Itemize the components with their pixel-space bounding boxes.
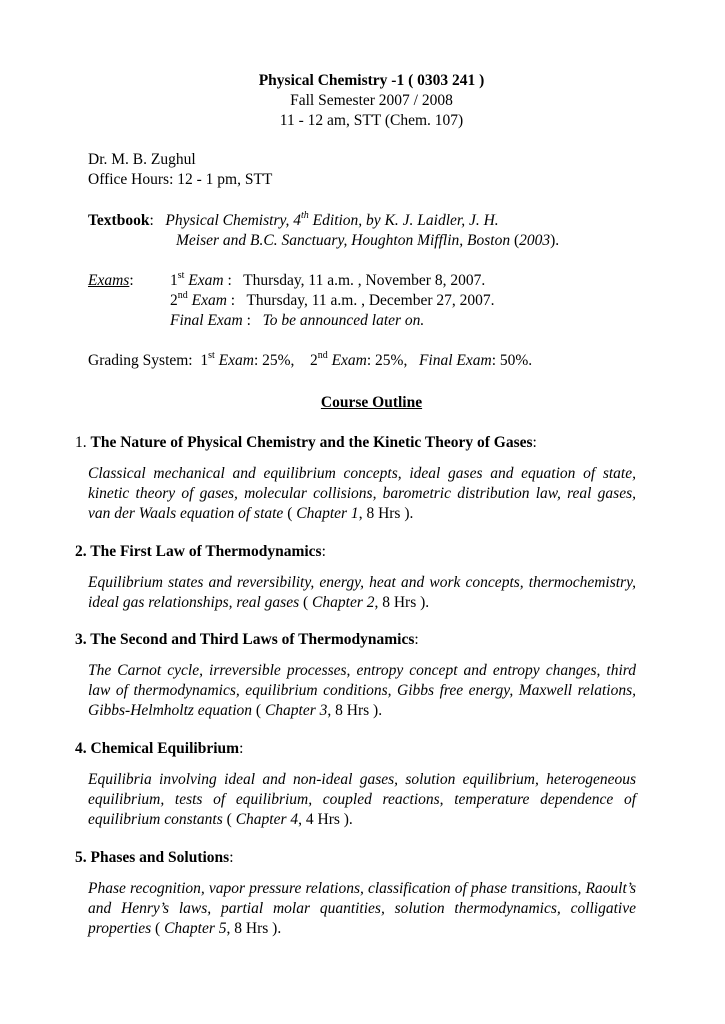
- grading-exam1-sup: st: [208, 349, 215, 361]
- exam-2-date: Thursday, 11 a.m. , December 27, 2007.: [246, 292, 495, 309]
- course-outline-title: Course Outline: [320, 394, 423, 411]
- grading-label: Grading System:: [88, 352, 201, 369]
- section-3-body: The Carnot cycle, irreversible processes, entropy concept and entropy changes, third law of thermodynamics, equilibrium conditions, Gibbs free energy, Maxwell relations, Gibbs-Helmholtz equation: [88, 662, 636, 719]
- section-4-body: Equilibria involving ideal and non-ideal gases, solution equilibrium, heterogeneous equilibrium, tests of equilibrium, coupled reactions, temperature dependence of equilibrium constants: [88, 771, 636, 828]
- exam-1-date: Thursday, 11 a.m. , November 8, 2007.: [243, 272, 486, 289]
- exam-1-name: Exam: [184, 272, 224, 289]
- grading-final-value: : 50%.: [491, 352, 533, 369]
- exam-row-1: Exams: 1st Exam : Thursday, 11 a.m. , November 8, 2007.: [88, 269, 486, 289]
- section-1-chapter: Chapter 1: [296, 505, 359, 522]
- section-2-heading: [75, 542, 326, 562]
- grading-exam1-value: : 25%,: [253, 352, 310, 369]
- section-2-number: 2.: [75, 543, 91, 560]
- grading-system: [88, 351, 532, 371]
- exam-2-sup: nd: [177, 289, 188, 301]
- section-3-chapter: Chapter 3: [264, 702, 328, 719]
- section-4-number: 4.: [75, 740, 91, 757]
- section-4-title: Chemical Equilibrium: [90, 740, 240, 757]
- grading-final-name: Final Exam: [418, 352, 492, 369]
- section-1-colon: :: [532, 434, 537, 451]
- section-3-title: The Second and Third Laws of Thermodynamics: [90, 631, 415, 648]
- section-2-chapter: Chapter 2: [312, 594, 375, 611]
- section-3-hours: , 8 Hrs ).: [327, 702, 383, 719]
- section-2-body: Equilibrium states and reversibility, energy, heat and work concepts, thermochemistry, ideal gas relationships, real gases: [88, 574, 636, 611]
- exams-block: [88, 271, 495, 331]
- section-2-title: The First Law of Thermodynamics: [90, 543, 322, 560]
- section-2-description: Equilibrium states and reversibility, energy, heat and work concepts, thermochemistry, ideal gas relationships, real gases ( Chapter 2, 8 Hrs ).: [88, 574, 636, 611]
- final-exam-note: To be announced later on.: [262, 312, 425, 329]
- exam-1-sup: st: [177, 269, 185, 281]
- textbook-title-part1: Physical Chemistry, 4: [165, 212, 302, 229]
- section-5-chapter: Chapter 5: [164, 920, 227, 937]
- section-1-hours: , 8 Hrs ).: [358, 505, 414, 522]
- exam-1-sep: :: [223, 272, 244, 289]
- exam-2-sep: :: [226, 292, 247, 309]
- exam-2-name: Exam: [187, 292, 227, 309]
- grading-exam1-name: Exam: [214, 352, 254, 369]
- section-5-title: Phases and Solutions: [90, 849, 230, 866]
- section-5-number: 5.: [75, 849, 91, 866]
- section-2-hours: , 8 Hrs ).: [374, 594, 430, 611]
- course-title: Physical Chemistry -1 ( 0303 241 ): [258, 72, 485, 89]
- exam-2-number: 2: [170, 292, 178, 309]
- grading-exam2-sup: nd: [317, 349, 328, 361]
- textbook-edition-sup: th: [301, 209, 309, 221]
- grading-exam2-num: 2: [309, 352, 318, 369]
- section-3-description: The Carnot cycle, irreversible processes, entropy concept and entropy changes, third law of thermodynamics, equilibrium conditions, Gibbs free energy, Maxwell relations, Gibbs-Helmholtz equation ( Chapter 3, 8 Hrs ).: [88, 662, 636, 719]
- section-2-colon: :: [321, 543, 326, 560]
- section-5-description: Phase recognition, vapor pressure relations, classification of phase transitions, Raoult’s and Henry’s laws, partial molar quantities, solution thermodynamics, colligative properties ( Chapter 5, 8 Hrs ).: [88, 880, 636, 937]
- textbook-authors-publisher: Meiser and B.C. Sanctuary, Houghton Mifflin, Boston: [176, 232, 511, 249]
- grading-exam1-num: 1: [200, 352, 209, 369]
- section-1-description: Classical mechanical and equilibrium concepts, ideal gases and equation of state, kinetic theory of gases, molecular collisions, barometric distribution law, real gases, van der Waals equation of state ( Chapter 1, 8 Hrs ).: [88, 465, 636, 522]
- section-4-description: Equilibria involving ideal and non-ideal gases, solution equilibrium, heterogeneous equilibrium, tests of equilibrium, coupled reactions, temperature dependence of equilibrium constants ( Chapter 4, 4 Hrs ).: [88, 771, 636, 828]
- section-5-heading: [75, 848, 234, 868]
- final-exam-sep: :: [242, 312, 263, 329]
- textbook-paren-close: ).: [550, 232, 560, 249]
- section-3-heading: [75, 630, 419, 650]
- section-1-title: The Nature of Physical Chemistry and the Kinetic Theory of Gases: [90, 434, 533, 451]
- section-3-number: 3.: [75, 631, 91, 648]
- section-4-hours: , 4 Hrs ).: [298, 811, 353, 828]
- final-exam-name: Final Exam: [170, 312, 243, 329]
- office-hours: Office Hours: 12 - 1 pm, STT: [88, 171, 273, 188]
- textbook-label: Textbook: [88, 212, 150, 229]
- section-5-hours: , 8 Hrs ).: [226, 920, 282, 937]
- instructor-block: [88, 150, 272, 190]
- semester-line: Fall Semester 2007 / 2008: [290, 92, 453, 109]
- section-1-body: Classical mechanical and equilibrium concepts, ideal gases and equation of state, kinetic theory of gases, molecular collisions, barometric distribution law, real gases, van der Waals equation of state: [88, 465, 636, 522]
- exam-row-2: [88, 291, 495, 311]
- textbook-year: 2003: [519, 232, 551, 249]
- textbook-title-part2: Edition, by K. J. Laidler, J. H.: [308, 212, 499, 229]
- grading-exam2-value: : 25%,: [366, 352, 419, 369]
- course-header: [0, 71, 725, 131]
- exam-row-final: [88, 311, 495, 331]
- grading-exam2-name: Exam: [327, 352, 367, 369]
- section-1-number: 1.: [75, 434, 91, 451]
- section-5-colon: :: [229, 849, 234, 866]
- section-4-colon: :: [239, 740, 244, 757]
- section-3-colon: :: [414, 631, 419, 648]
- exam-1-number: 1: [170, 272, 178, 289]
- time-place-line: 11 - 12 am, STT (Chem. 107): [279, 112, 464, 129]
- section-5-body: Phase recognition, vapor pressure relations, classification of phase transitions, Raoult’s and Henry’s laws, partial molar quantities, solution thermodynamics, colligative properties: [88, 880, 636, 937]
- instructor-name: Dr. M. B. Zughul: [88, 151, 196, 168]
- textbook-block: Textbook: Physical Chemistry, 4th Edition, by K. J. Laidler, J. H. Meiser and B.C. Sanctuary, Houghton Mifflin, Boston (2003).: [88, 209, 560, 249]
- section-4-chapter: Chapter 4: [235, 811, 299, 828]
- section-4-heading: [75, 739, 243, 759]
- textbook-paren-open: (: [510, 232, 520, 249]
- section-1-heading: [75, 433, 537, 453]
- exams-label: Exams: [88, 272, 130, 289]
